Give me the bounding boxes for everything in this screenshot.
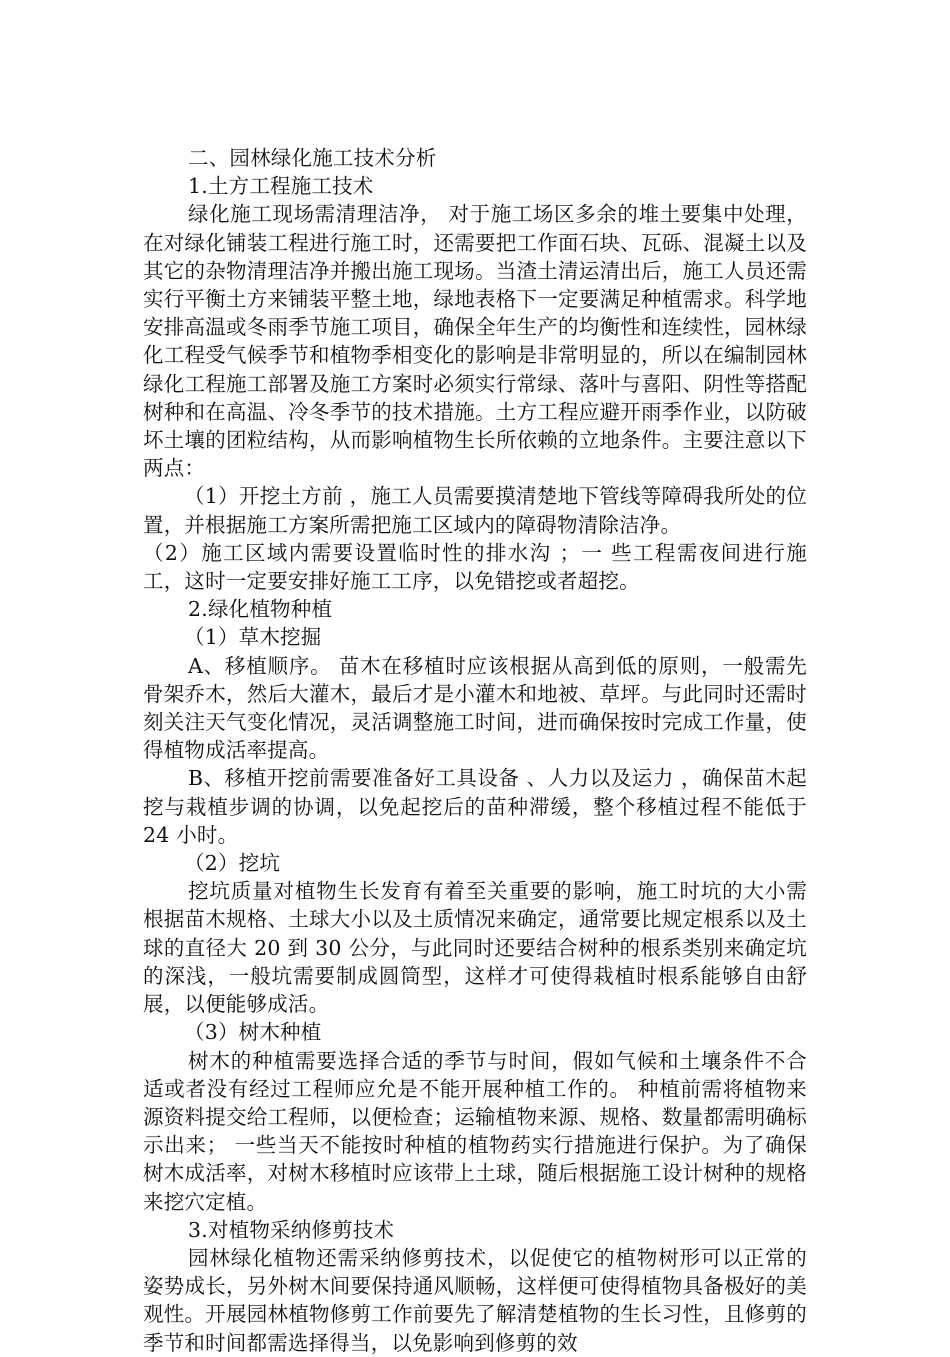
subsection-heading: 3.对植物采纳修剪技术 xyxy=(188,1217,395,1242)
subsection-heading: 1.土方工程施工技术 xyxy=(188,174,374,199)
list-item: （1）开挖土方前 ，施工人员需要摸清楚地下管线等障碍我所处的位置，并根据施工方案所需把施工区域内的障碍物清除洁净。 xyxy=(143,484,807,537)
body-paragraph: 园林绿化植物还需采纳修剪技术，以促使它的植物树形可以正常的姿势成长，另外树木间要保持通风顺畅，这样便可使得植物具备极好的美观性。开展园林植物修剪工作前要先了解清楚植物的生长习性，且修剪的季节和时间都需选择得当，以免影响到修剪的效 xyxy=(143,1245,807,1355)
body-paragraph: A、移植顺序。 苗木在移植时应该根据从高到低的原则，一般需先骨架乔木，然后大灌木，最后才是小灌木和地被、草坪。与此同时还需时刻关注天气变化情况，灵活调整施工时间，进而确保按时完成工作量，使得植物成活率提高。 xyxy=(143,653,807,763)
document-body xyxy=(143,144,807,1357)
body-paragraph: 挖坑质量对植物生长发育有着至关重要的影响，施工时坑的大小需根据苗木规格、土球大小以及土质情况来确定，通常要比规定根系以及土球的直径大 20 到 30 公分，与此同时还要结合树种的根系类别来确定坑的深浅，一般坑需要制成圆筒型，这样才可使得栽植时根系能够自由舒展，以便能够成活。 xyxy=(143,879,807,1017)
section-heading: 二、园林绿化施工技术分析 xyxy=(188,146,437,170)
sub-subsection-heading: （1）草木挖掘 xyxy=(184,625,322,650)
body-paragraph: B、移植开挖前需要准备好工具设备 、人力以及运力 ，确保苗木起挖与栽植步调的协调，以免起挖后的苗种滞缓，整个移植过程不能低于 24 小时。 xyxy=(143,766,807,847)
body-paragraph: 树木的种植需要选择合适的季节与时间，假如气候和土壤条件不合适或者没有经过工程师应允是不能开展种植工作的。 种植前需将植物来源资料提交给工程师，以便检查；运输植物来源、规格、数量都需明确标示出来； 一些当天不能按时种植的植物药实行措施进行保护。为了确保树木成活率，对树木移植时应该带上土球，随后根据施工设计树种的规格来挖穴定植。 xyxy=(143,1048,807,1214)
subsection-heading: 2.绿化植物种植 xyxy=(188,597,333,622)
list-item: （2）施工区域内需要设置临时性的排水沟 ；一 些工程需夜间进行施工，这时一定要安排好施工工序，以免错挖或者超挖。 xyxy=(143,540,807,594)
sub-subsection-heading: （2）挖坑 xyxy=(184,851,281,876)
sub-subsection-heading: （3）树木种植 xyxy=(184,1020,322,1045)
body-paragraph: 绿化施工现场需清理洁净， 对于施工场区多余的堆土要集中处理，在对绿化铺装工程进行施工时，还需要把工作面石块、瓦砾、混凝土以及其它的杂物清理洁净并搬出施工现场。当渣土清运清出后，施工人员还需实行平衡土方来铺装平整土地，绿地表格下一定要满足种植需求。科学地安排高温或冬雨季节施工项目，确保全年生产的均衡性和连续性，园林绿化工程受气候季节和植物季相变化的影响是非常明显的，所以在编制园林绿化工程施工部署及施工方案时必须实行常绿、落叶与喜阳、阴性等搭配树种和在高温、冷冬季节的技术措施。土方工程应避开雨季作业，以防破坏土壤的团粒结构，从而影响植物生长所依赖的立地条件。主要注意以下两点： xyxy=(143,202,807,481)
